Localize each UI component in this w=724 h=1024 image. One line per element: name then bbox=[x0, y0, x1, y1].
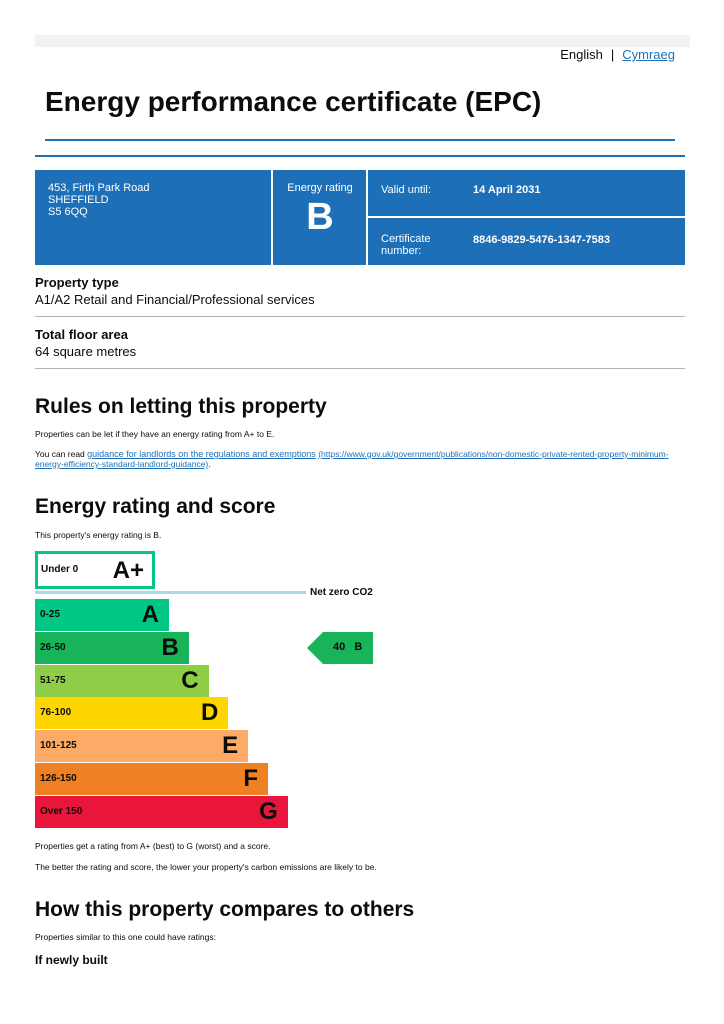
rating-band-a-plus bbox=[35, 551, 155, 589]
floor-area-label: Total floor area bbox=[35, 327, 128, 342]
current-score: 40 bbox=[333, 641, 346, 653]
energy-rating-label: Energy rating bbox=[287, 182, 353, 194]
rules-guidance-paragraph bbox=[35, 449, 687, 469]
divider bbox=[368, 216, 685, 218]
certificate-number-value: 8846-9829-5476-1347-7583 bbox=[473, 234, 611, 246]
address-line: SHEFFIELD bbox=[48, 194, 109, 206]
divider bbox=[35, 316, 685, 317]
rating-band-f bbox=[35, 763, 268, 795]
language-welsh-link[interactable]: Cymraeg bbox=[622, 47, 675, 62]
band-letter: D bbox=[201, 699, 219, 727]
rating-band-a bbox=[35, 599, 169, 631]
band-range: 26-50 bbox=[40, 641, 66, 653]
band-range: 76-100 bbox=[40, 707, 72, 719]
emissions-note: The better the rating and score, the lower your property's carbon emissions are likely to be. bbox=[35, 862, 377, 872]
compare-heading: How this property compares to others bbox=[35, 898, 415, 921]
address-line: S5 6QQ bbox=[48, 206, 88, 218]
band-range: Over 150 bbox=[40, 805, 83, 817]
language-english: English bbox=[560, 47, 603, 62]
valid-until-label: Valid until: bbox=[381, 184, 431, 196]
top-bar bbox=[35, 35, 690, 47]
newly-built-heading: If newly built bbox=[35, 953, 108, 967]
guidance-suffix: . bbox=[208, 459, 211, 469]
net-zero-line bbox=[35, 591, 306, 594]
rating-band-g bbox=[35, 796, 288, 828]
language-separator: | bbox=[610, 47, 615, 62]
band-letter: C bbox=[181, 666, 199, 694]
rating-band-b bbox=[35, 632, 189, 664]
band-range: 126-150 bbox=[40, 773, 77, 784]
rating-band-d bbox=[35, 697, 228, 729]
divider bbox=[35, 368, 685, 369]
energy-intro: This property's energy rating is B. bbox=[35, 530, 162, 540]
band-range: 0-25 bbox=[40, 609, 61, 620]
compare-intro: Properties similar to this one could have ratings: bbox=[35, 932, 216, 942]
net-zero-label: Net zero CO2 bbox=[310, 587, 373, 598]
rating-band-e bbox=[35, 730, 248, 762]
band-letter: F bbox=[243, 765, 258, 792]
property-address bbox=[48, 182, 150, 218]
floor-area-value: 64 square metres bbox=[35, 344, 137, 359]
property-type-value: A1/A2 Retail and Financial/Professional services bbox=[35, 292, 315, 307]
title-underline bbox=[45, 139, 675, 141]
current-rating-value bbox=[333, 641, 362, 653]
valid-until-value: 14 April 2031 bbox=[473, 184, 541, 196]
certificate-summary bbox=[35, 170, 685, 265]
band-range: 101-125 bbox=[40, 740, 77, 752]
band-range: 51-75 bbox=[40, 674, 66, 686]
property-type-label: Property type bbox=[35, 275, 119, 290]
band-range: Under 0 bbox=[41, 564, 79, 575]
certificate-number-label: Certificate number: bbox=[381, 233, 431, 257]
energy-rating-letter: B bbox=[306, 196, 334, 238]
guidance-url-link[interactable]: (https://www.gov.uk/government/publications/non-domestic-private-rented-property-minimum-energy-efficiency-standard-landlord-guidance) bbox=[35, 449, 669, 469]
guidance-prefix: You can read bbox=[35, 449, 88, 459]
band-letter: A+ bbox=[112, 557, 144, 584]
band-letter: A bbox=[141, 601, 159, 628]
rating-band-c bbox=[35, 665, 209, 697]
rules-heading: Rules on letting this property bbox=[35, 395, 327, 418]
band-letter: E bbox=[222, 732, 239, 760]
energy-heading: Energy rating and score bbox=[35, 495, 276, 518]
page-title: Energy performance certificate (EPC) bbox=[45, 86, 542, 117]
section-divider bbox=[35, 155, 685, 157]
current-letter: B bbox=[354, 641, 363, 653]
band-letter: B bbox=[161, 633, 179, 661]
language-switcher bbox=[560, 47, 675, 62]
rating-note: Properties get a rating from A+ (best) to G (worst) and a score. bbox=[35, 841, 271, 851]
rules-paragraph: Properties can be let if they have an energy rating from A+ to E. bbox=[35, 429, 275, 439]
address-line: 453, Firth Park Road bbox=[48, 182, 150, 194]
band-letter: G bbox=[259, 797, 278, 825]
guidance-link[interactable]: guidance for landlords on the regulations and exemptions bbox=[87, 449, 316, 459]
